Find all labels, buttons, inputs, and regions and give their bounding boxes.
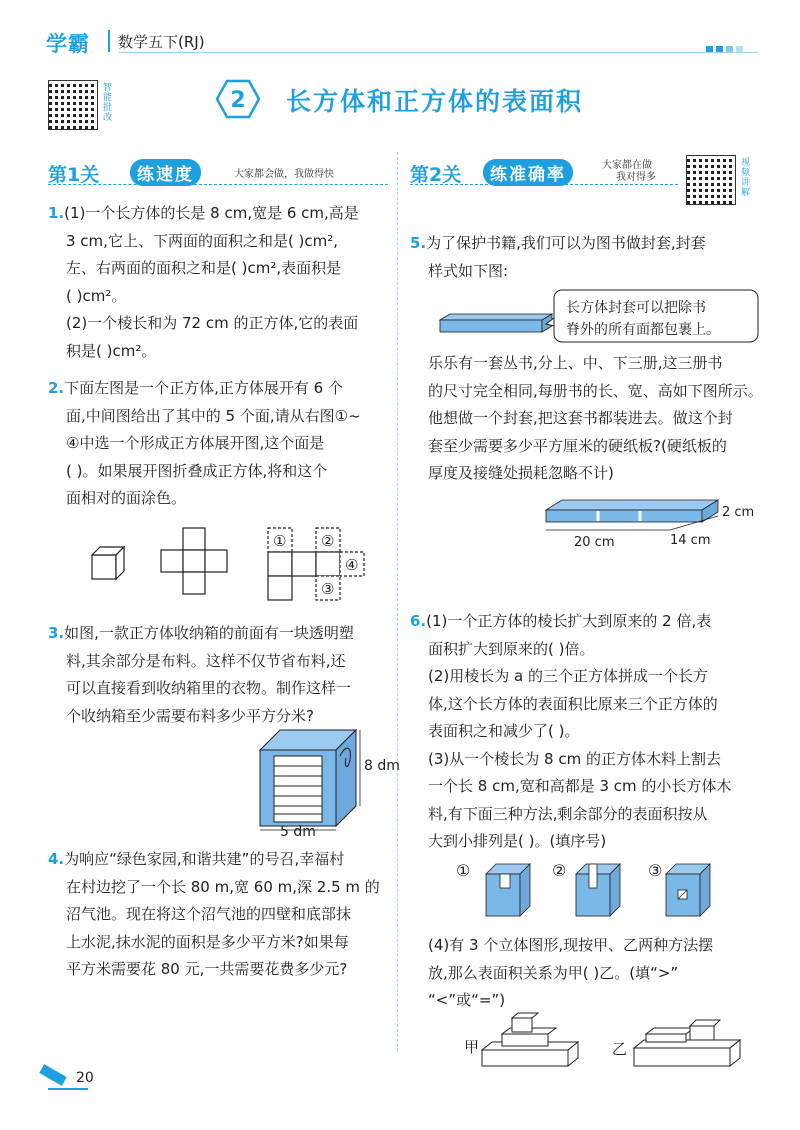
cube-label: ③: [648, 861, 663, 880]
book-cover-figure: [432, 288, 762, 348]
q6-line: 一个长 8 cm,宽和高都是 3 cm 的小长方体木: [428, 777, 732, 795]
bubble-line1: 长方体封套可以把除书: [566, 300, 706, 316]
q5-line: 厚度及接缝处损耗忽略不计): [428, 464, 614, 482]
q6-line: 面积扩大到原来的( )倍。: [428, 639, 595, 658]
q1-line: 积是( )cm²。: [66, 341, 157, 360]
cube-figure-3: [666, 864, 710, 916]
q4-line: 在村边挖了一个长 80 m,宽 60 m,深 2.5 m 的: [66, 877, 380, 896]
q2-line: ④中选一个形成正方体展开图,这个面是: [66, 434, 325, 452]
qr-code-icon[interactable]: [686, 155, 736, 205]
level1-rule: [48, 184, 388, 185]
question-5-body: [428, 350, 768, 488]
level2-pill: 练准确率: [483, 159, 573, 186]
q5-line: 乐乐有一套丛书,分上、中、下三册,这三册书: [428, 354, 723, 372]
book-set-figure: [540, 496, 764, 552]
q4-line: 上水泥,抹水泥的面积是多少平方米?如果每: [66, 932, 349, 951]
choice-label: ②: [321, 532, 335, 550]
pen-icon: [39, 1064, 67, 1086]
q5-number: 5.: [410, 234, 427, 252]
choice-label: ③: [321, 580, 335, 598]
q5-line: 套至少需要多少平方厘米的硬纸板?(硬纸板的: [428, 436, 727, 455]
stacked-blocks-figure: [460, 1010, 760, 1070]
page-number: 20: [76, 1070, 94, 1086]
cube-figure-2: [576, 864, 620, 916]
q4-line: 为响应“绿色家园,和谐共建”的号召,幸福村: [64, 850, 345, 868]
q6-number: 6.: [410, 612, 427, 630]
cut-cubes-figure: [452, 858, 732, 922]
q1-line: 3 cm,它上、下两面的面积之和是( )cm²,: [66, 231, 339, 250]
q6-line: 大到小排列是( )。(填序号): [428, 832, 607, 850]
q3-line: 个收纳箱至少需要布料多少平方分米?: [66, 706, 314, 725]
question-2: [48, 375, 393, 513]
small-cube-figure: [92, 547, 124, 579]
choice-label: ①: [273, 532, 287, 550]
level2-label: 第2关: [410, 164, 462, 186]
storage-box-figure: [256, 726, 400, 840]
qr-note-right: 视频讲解: [739, 157, 749, 197]
header-divider: [108, 30, 110, 52]
q4-line: 平方米需要花 80 元,一共需要花费多少元?: [66, 960, 348, 978]
q3-line: 料,其余部分是布料。这样不仅节省布料,还: [66, 651, 346, 670]
q3-number: 3.: [48, 624, 65, 642]
q1-line: (1)一个长方体的长是 8 cm,宽是 6 cm,高是: [64, 204, 359, 222]
cube-label: ①: [456, 861, 471, 880]
q6-line: 放,那么表面积关系为甲( )乙。(填“>”: [428, 963, 679, 982]
level1-tag: 大家都会做，我做得快: [234, 169, 334, 180]
dim-width-label: 14 cm: [670, 533, 711, 548]
bubble-line2: 脊外的所有面都包裹上。: [566, 322, 720, 338]
book-title: 数学五下(RJ): [118, 33, 205, 51]
level1-label: 第1关: [48, 164, 100, 186]
q1-line: ( )cm²。: [66, 286, 127, 305]
q2-line: 下面左图是一个正方体,正方体展开有 6 个: [64, 379, 343, 397]
question-6: [410, 608, 760, 856]
arrangement-jia: [482, 1013, 578, 1066]
q1-number: 1.: [48, 204, 65, 222]
qr-code-icon[interactable]: [48, 80, 98, 130]
question-3: [48, 620, 393, 730]
header-rule: [118, 52, 758, 53]
q1-line: (2)一个棱长和为 72 cm 的正方体,它的表面: [66, 314, 359, 332]
dim-width-label: 5 dm: [280, 824, 316, 840]
q1-line: 左、右两面的面积之和是( )cm²,表面积是: [66, 259, 342, 277]
column-divider: [397, 152, 398, 1052]
q6-line: 表面积之和减少了( )。: [428, 722, 580, 740]
cube-label: ②: [552, 861, 567, 880]
brand-logo: 学霸: [46, 32, 90, 56]
arrangement-yi: [634, 1020, 740, 1066]
q2-figures: [88, 525, 378, 607]
q2-number: 2.: [48, 379, 65, 397]
level2-rule: [410, 184, 678, 185]
net-figure: [161, 528, 227, 594]
choice-net-figure: [268, 528, 364, 600]
q2-line: 面,中间图给出了其中的 5 个面,请从右图①~: [66, 406, 361, 425]
level2-tag: [602, 160, 656, 184]
q6-line: 体,这个长方体的表面积比原来三个正方体的: [428, 694, 718, 713]
jia-label: 甲: [464, 1038, 480, 1056]
q6-line: (2)用棱长为 a 的三个正方体拼成一个长方: [428, 667, 708, 685]
q6-line: (3)从一个棱长为 8 cm 的正方体木料上割去: [428, 749, 721, 768]
header-decoration: [706, 38, 746, 57]
question-4: [48, 846, 393, 984]
unit-title: 长方体和正方体的表面积: [286, 87, 584, 116]
yi-label: 乙: [612, 1040, 628, 1058]
unit-number: 2: [230, 88, 246, 113]
q6-line: 料,有下面三种方法,剩余部分的表面积按从: [428, 804, 708, 823]
unit-number-badge: [216, 80, 260, 118]
qr-note: 智能批改: [101, 82, 111, 122]
q2-line: ( )。如果展开图折叠成正方体,将和这个: [66, 461, 328, 480]
q6-line: “<”或“=”): [428, 991, 506, 1009]
q6-line: (1)一个正方体的棱长扩大到原来的 2 倍,表: [426, 612, 712, 630]
level1-pill: 练速度: [130, 159, 201, 186]
level2-tag-line2: 我对得多: [616, 172, 656, 183]
q5-line: 样式如下图:: [428, 261, 509, 280]
q3-line: 如图,一款正方体收纳箱的前面有一块透明塑: [64, 624, 354, 642]
q5-line: 他想做一个封套,把这套书都装进去。做这个封: [428, 409, 733, 427]
cube-figure-1: [486, 864, 530, 916]
q5-line: 为了保护书籍,我们可以为图书做封套,封套: [426, 234, 706, 252]
q2-line: 面相对的面涂色。: [66, 489, 187, 507]
dim-height-label: 2 cm: [722, 505, 755, 520]
q5-line: 的尺寸完全相同,每册书的长、宽、高如下图所示。: [428, 381, 763, 400]
level2-tag-line1: 大家都在做: [602, 160, 652, 171]
q6-line: (4)有 3 个立体图形,现按甲、乙两种方法摆: [428, 936, 714, 954]
q4-line: 沼气池。现在将这个沼气池的四壁和底部抹: [66, 905, 352, 923]
footer-rule: [48, 1088, 88, 1090]
question-5: [410, 230, 760, 285]
q4-number: 4.: [48, 850, 65, 868]
question-6-part4: [428, 932, 768, 1015]
dim-length-label: 20 cm: [574, 535, 615, 550]
q3-line: 可以直接看到收纳箱里的衣物。制作这样一: [66, 679, 352, 697]
dim-height-label: 8 dm: [364, 758, 400, 774]
choice-label: ④: [345, 556, 359, 574]
question-1: [48, 200, 393, 365]
